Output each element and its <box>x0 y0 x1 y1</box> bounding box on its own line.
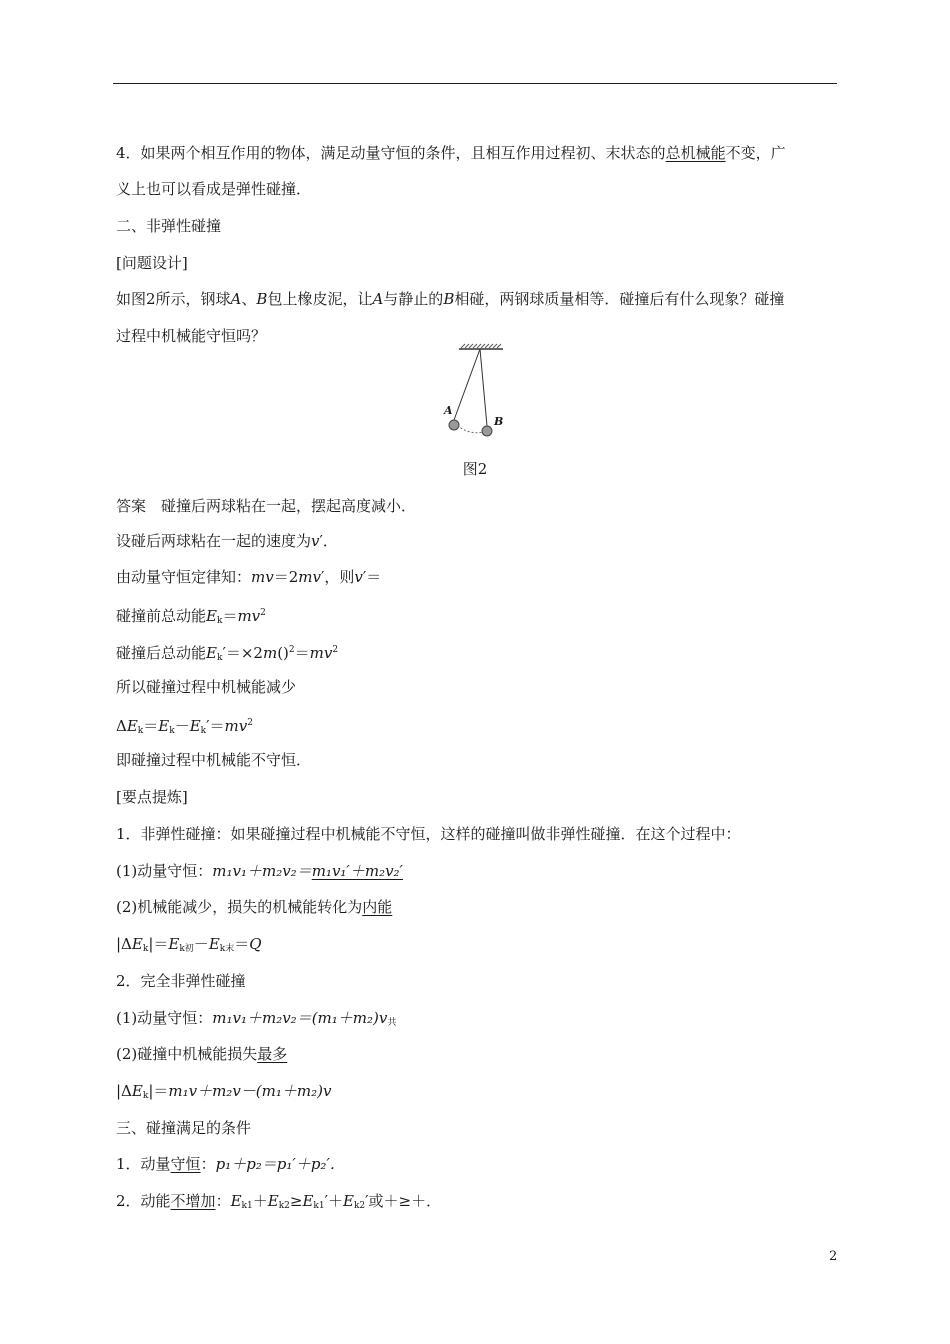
var-e: E <box>230 1192 242 1210</box>
formula: ′＝×2 <box>222 644 263 662</box>
q-text: 包上橡皮泥，让 <box>267 290 373 308</box>
answer-line1: 答案 碰撞后两球粘在一起，摆起高度减小． <box>116 497 417 515</box>
subscript: 共 <box>387 1018 397 1028</box>
pendulum-figure <box>440 343 520 443</box>
subscript: k2 <box>353 1201 366 1211</box>
var-e: E <box>267 1192 279 1210</box>
answer-line7 <box>116 713 253 741</box>
var-e: E <box>302 1192 314 1210</box>
var-a: A <box>230 290 242 308</box>
superscript: 2 <box>260 608 266 618</box>
var-q: Q <box>249 935 262 953</box>
para4-text: 4．如果两个相互作用的物体，满足动量守恒的条件，且相互作用过程初、末状态的 <box>116 144 666 162</box>
underlined-answer: 最多 <box>257 1045 288 1063</box>
var-e: E <box>206 644 217 662</box>
subscript: k <box>169 726 175 736</box>
superscript: 2 <box>332 645 339 655</box>
formula: － <box>193 935 209 953</box>
formula: () <box>277 644 289 662</box>
ball-a <box>449 420 459 430</box>
answer-line2 <box>116 531 338 551</box>
formula: ＝2 <box>273 568 299 586</box>
underlined-answer: 不增加 <box>170 1192 216 1210</box>
label-a: A <box>444 404 453 417</box>
formula: ＝ <box>234 935 250 953</box>
formula: p₁＋p₂＝p₁′＋p₂′． <box>215 1155 345 1173</box>
subscript: k1 <box>241 1201 253 1211</box>
formula: |＝ <box>148 935 169 953</box>
var-b: B <box>443 290 455 308</box>
cond-text: ： <box>200 1155 216 1173</box>
superscript: 2 <box>288 645 295 655</box>
superscript: 2 <box>247 718 253 728</box>
var-a: A <box>372 290 384 308</box>
var-e: E <box>168 935 180 953</box>
underlined-answer: 内能 <box>362 898 393 916</box>
formula: mv <box>251 568 274 586</box>
formula: ′或＋≥＋． <box>365 1192 442 1210</box>
condition1 <box>116 1154 345 1174</box>
answer-line4 <box>116 603 266 631</box>
ans-text: 由动量守恒定律知： <box>116 568 252 586</box>
ans-text: 碰撞前总动能 <box>116 607 207 625</box>
underlined-answer: 总机械能 <box>665 144 726 162</box>
key-points-heading: [要点提炼] <box>116 788 188 806</box>
q-text: 相碰，两钢球质量相等．碰撞后有什么现象？碰撞 <box>454 290 785 308</box>
formula: |Δ <box>116 935 132 953</box>
subscript: k <box>200 726 207 736</box>
answer-line6: 所以碰撞过程中机械能减少 <box>116 678 297 696</box>
subscript: k <box>142 944 149 954</box>
header-rule <box>113 83 837 84</box>
formula: ′＝ <box>362 568 382 586</box>
var-b: B <box>256 290 268 308</box>
var-e: E <box>131 935 143 953</box>
var-e: E <box>189 717 201 735</box>
cond-text: 2．动能 <box>116 1192 171 1210</box>
subscript: k2 <box>278 1201 290 1211</box>
question-design-heading: [问题设计] <box>116 254 188 272</box>
formula: mv <box>237 607 261 625</box>
para4-line1 <box>116 143 786 163</box>
pendulum-diagram <box>440 343 520 443</box>
formula: － <box>174 717 190 735</box>
formula: m₁v₁＋m₂v₂＝ <box>212 862 312 880</box>
subscript: k <box>137 726 144 736</box>
formula: mv <box>298 568 321 586</box>
formula: mv <box>309 644 333 662</box>
formula: Δ <box>116 717 127 735</box>
formula: ＋ <box>252 1192 268 1210</box>
var-e: E <box>208 935 220 953</box>
formula: ＝ <box>143 717 159 735</box>
var-e: E <box>131 1082 143 1100</box>
formula: |Δ <box>116 1082 132 1100</box>
ans-text: 碰撞后总动能 <box>116 644 207 662</box>
cond-text: ： <box>215 1192 231 1210</box>
formula: |＝ <box>148 1082 169 1100</box>
var-e: E <box>343 1192 354 1210</box>
var-v: v <box>311 532 320 550</box>
formula: m <box>262 644 278 662</box>
var-v: v <box>354 568 363 586</box>
para4-text-end: 不变，广 <box>725 144 786 162</box>
formula: ≥ <box>289 1192 303 1210</box>
condition2 <box>116 1191 441 1216</box>
point1-line1: 1．非弹性碰撞：如果碰撞过程中机械能不守恒，这样的碰撞叫做非弹性碰撞．在这个过程中： <box>116 825 741 843</box>
answer-line5 <box>116 640 338 668</box>
subscript: k <box>142 1091 149 1101</box>
formula: ′＝ <box>206 717 225 735</box>
var-e: E <box>126 717 138 735</box>
formula: m₁v＋m₂v－(m₁＋m₂)v <box>168 1082 332 1100</box>
ans-text: ′． <box>319 532 338 550</box>
formula: mv <box>224 717 248 735</box>
point1-line2 <box>116 861 403 881</box>
underlined-answer: 守恒 <box>170 1155 201 1173</box>
point2-line4 <box>116 1081 331 1106</box>
section-title-inelastic: 二、非弹性碰撞 <box>116 217 222 235</box>
formula: m₁v₁＋m₂v₂＝(m₁＋m₂)v <box>212 1009 388 1027</box>
pt-text: (2)机械能减少，损失的机械能转化为 <box>116 898 363 916</box>
ball-b <box>482 426 492 436</box>
point2-line3 <box>116 1044 287 1064</box>
pt-text: (2)碰撞中机械能损失 <box>116 1045 258 1063</box>
point1-line4 <box>116 934 262 959</box>
q-text: 与静止的 <box>383 290 444 308</box>
answer-line3 <box>116 567 381 587</box>
subscript: k <box>216 616 223 626</box>
subscript: k1 <box>313 1201 325 1211</box>
subscript: k末 <box>219 944 235 954</box>
formula: ＝ <box>222 607 238 625</box>
question-line2: 过程中机械能守恒吗？ <box>116 327 267 345</box>
q-sep: 、 <box>241 290 257 308</box>
q-text: 如图2所示，钢球 <box>116 290 231 308</box>
formula: ′＋ <box>324 1192 343 1210</box>
cond-text: 1．动量 <box>116 1155 171 1173</box>
subscript: k <box>216 653 223 663</box>
figure-caption: 图2 <box>462 460 488 478</box>
subscript: k初 <box>179 944 194 954</box>
underlined-answer: m₁v₁′＋m₂v₂′ <box>311 862 403 880</box>
ans-text: ′，则 <box>320 568 355 586</box>
point1-line3 <box>116 897 392 917</box>
point2-line1: 2．完全非弹性碰撞 <box>116 972 246 990</box>
pt-text: (1)动量守恒： <box>116 1009 213 1027</box>
formula: ＝ <box>294 644 310 662</box>
page-number: 2 <box>829 1249 838 1264</box>
var-e: E <box>206 607 217 625</box>
label-b: B <box>494 415 504 428</box>
point2-line2 <box>116 1008 396 1033</box>
ans-text: 设碰后两球粘在一起的速度为 <box>116 532 312 550</box>
section-title-conditions: 三、碰撞满足的条件 <box>116 1119 252 1137</box>
para4-line2: 义上也可以看成是弹性碰撞． <box>116 180 312 198</box>
answer-line8: 即碰撞过程中机械能不守恒． <box>116 751 312 769</box>
question-line1 <box>116 289 784 309</box>
pt-text: (1)动量守恒： <box>116 862 213 880</box>
var-e: E <box>158 717 170 735</box>
